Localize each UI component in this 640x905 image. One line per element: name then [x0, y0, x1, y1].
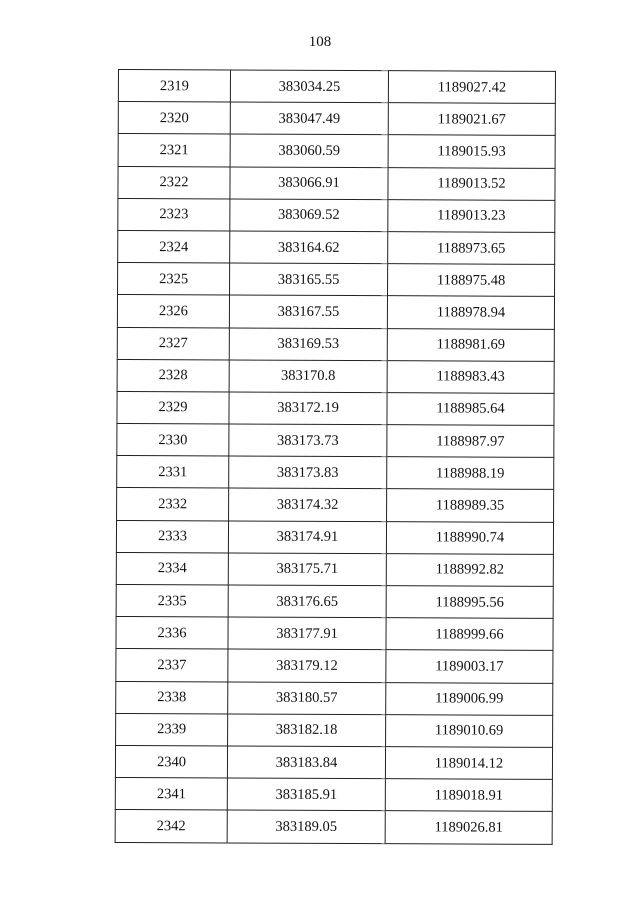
point-id-cell: 2327	[117, 327, 229, 360]
point-id-cell: 2328	[117, 359, 229, 392]
point-id-cell: 2338	[116, 681, 228, 714]
table-row	[117, 295, 554, 329]
y-coordinate-cell: 1188973.65	[388, 232, 555, 265]
x-coordinate-cell: 383172.19	[229, 392, 387, 425]
y-coordinate-cell: 1188989.35	[387, 489, 554, 522]
table-row	[115, 778, 552, 812]
x-coordinate-cell: 383173.73	[229, 424, 387, 457]
y-coordinate-cell: 1188988.19	[387, 457, 554, 490]
x-coordinate-cell: 383066.91	[230, 167, 388, 200]
x-coordinate-cell: 383047.49	[230, 102, 388, 135]
y-coordinate-cell: 1188975.48	[388, 264, 555, 297]
table-row	[117, 359, 554, 393]
x-coordinate-cell: 383177.91	[228, 617, 386, 650]
x-coordinate-cell: 383180.57	[228, 682, 386, 715]
point-id-cell: 2339	[116, 713, 228, 746]
point-id-cell: 2324	[118, 230, 230, 263]
table-row	[117, 456, 554, 490]
table-row	[117, 391, 554, 425]
coordinate-table-container	[115, 69, 555, 844]
table-row	[118, 134, 555, 168]
table-row	[118, 70, 555, 104]
x-coordinate-cell: 383189.05	[227, 810, 385, 843]
y-coordinate-cell: 1189006.99	[386, 682, 553, 715]
table-row	[118, 102, 555, 136]
y-coordinate-cell: 1188999.66	[386, 618, 553, 651]
table-row	[116, 552, 553, 586]
y-coordinate-cell: 1189021.67	[388, 103, 555, 136]
x-coordinate-cell: 383165.55	[230, 263, 388, 296]
y-coordinate-cell: 1188983.43	[387, 360, 554, 393]
y-coordinate-cell: 1189013.52	[388, 167, 555, 200]
y-coordinate-cell: 1189027.42	[388, 71, 555, 104]
point-id-cell: 2332	[117, 488, 229, 521]
table-row	[116, 584, 553, 618]
table-row	[117, 424, 554, 458]
table-row	[116, 649, 553, 683]
point-id-cell: 2334	[116, 552, 228, 585]
y-coordinate-cell: 1188992.82	[386, 553, 553, 586]
x-coordinate-cell: 383169.53	[229, 327, 387, 360]
x-coordinate-cell: 383176.65	[228, 585, 386, 618]
coordinate-table	[115, 69, 556, 844]
point-id-cell: 2341	[115, 778, 227, 811]
table-row	[117, 327, 554, 361]
x-coordinate-cell: 383034.25	[230, 70, 388, 103]
y-coordinate-cell: 1188981.69	[387, 328, 554, 361]
y-coordinate-cell: 1189010.69	[386, 714, 553, 747]
x-coordinate-cell: 383182.18	[228, 714, 386, 747]
x-coordinate-cell: 383173.83	[229, 456, 387, 489]
point-id-cell: 2322	[118, 166, 230, 199]
y-coordinate-cell: 1189013.23	[388, 199, 555, 232]
x-coordinate-cell: 383060.59	[230, 134, 388, 167]
point-id-cell: 2331	[117, 456, 229, 489]
x-coordinate-cell: 383174.32	[229, 488, 387, 521]
y-coordinate-cell: 1188995.56	[386, 586, 553, 619]
x-coordinate-cell: 383175.71	[228, 553, 386, 586]
point-id-cell: 2323	[118, 198, 230, 231]
point-id-cell: 2329	[117, 391, 229, 424]
page-number: 108	[308, 34, 332, 50]
y-coordinate-cell: 1188987.97	[387, 425, 554, 458]
point-id-cell: 2321	[118, 134, 230, 167]
y-coordinate-cell: 1188985.64	[387, 393, 554, 426]
table-row	[117, 488, 554, 522]
y-coordinate-cell: 1189015.93	[388, 135, 555, 168]
table-row	[118, 198, 555, 232]
table-row	[116, 617, 553, 651]
point-id-cell: 2326	[117, 295, 229, 328]
y-coordinate-cell: 1189018.91	[385, 779, 552, 812]
table-row	[118, 166, 555, 200]
table-row	[115, 810, 552, 844]
point-id-cell: 2319	[118, 70, 230, 103]
table-row	[116, 681, 553, 715]
x-coordinate-cell: 383164.62	[230, 231, 388, 264]
point-id-cell: 2342	[115, 810, 227, 843]
point-id-cell: 2325	[118, 263, 230, 296]
y-coordinate-cell: 1189003.17	[386, 650, 553, 683]
table-row	[118, 230, 555, 264]
y-coordinate-cell: 1189026.81	[385, 811, 552, 844]
point-id-cell: 2320	[118, 102, 230, 135]
point-id-cell: 2333	[116, 520, 228, 553]
x-coordinate-cell: 383167.55	[229, 295, 387, 328]
point-id-cell: 2336	[116, 617, 228, 650]
x-coordinate-cell: 383185.91	[227, 778, 385, 811]
x-coordinate-cell: 383179.12	[228, 649, 386, 682]
table-row	[115, 745, 552, 779]
point-id-cell: 2330	[117, 424, 229, 457]
y-coordinate-cell: 1188990.74	[386, 521, 553, 554]
table-row	[116, 520, 553, 554]
x-coordinate-cell: 383069.52	[230, 199, 388, 232]
y-coordinate-cell: 1189014.12	[385, 747, 552, 780]
point-id-cell: 2337	[116, 649, 228, 682]
point-id-cell: 2335	[116, 584, 228, 617]
x-coordinate-cell: 383174.91	[228, 521, 386, 554]
point-id-cell: 2340	[115, 745, 227, 778]
y-coordinate-cell: 1188978.94	[387, 296, 554, 329]
x-coordinate-cell: 383183.84	[227, 746, 385, 779]
coordinate-table-body	[115, 70, 555, 844]
table-row	[118, 263, 555, 297]
table-row	[116, 713, 553, 747]
x-coordinate-cell: 383170.8	[229, 360, 387, 393]
